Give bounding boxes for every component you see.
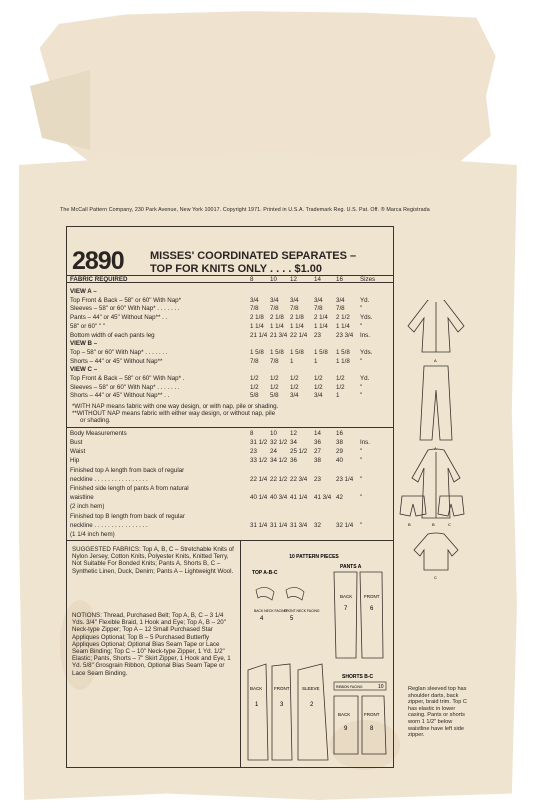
size-header: 16	[336, 276, 343, 283]
fabric-cell: 2 1/8	[250, 314, 264, 322]
fabric-cell: 3/4	[290, 296, 299, 304]
fabric-row-label: 58" or 60" " "	[70, 322, 105, 330]
body-cell: 40	[336, 457, 343, 465]
sleeve-piece	[298, 664, 328, 760]
body-cell: 25 1/2	[290, 448, 308, 456]
fabric-row-label: Top – 58" or 60" With Nap* . . . . . . .	[70, 348, 168, 356]
fabric-row-label: Top Front & Back – 58" or 60" With Nap* .	[70, 375, 185, 382]
fabric-cell: 2 1/4	[314, 314, 328, 322]
shorts-front-piece	[362, 696, 386, 754]
body-unit: "	[360, 457, 363, 465]
fabric-cell: 3/4	[314, 392, 323, 400]
fabric-cell: 1 5/8	[270, 348, 284, 356]
fabric-cell: 2 1/2	[336, 314, 350, 322]
body-cell: 42	[336, 494, 343, 502]
body-cell: 31 1/4	[270, 521, 288, 529]
body-cell: 41 1/4	[290, 494, 308, 502]
body-cell: 36	[290, 457, 297, 465]
body-row-label: Finished side length of pants A from natural	[70, 485, 189, 492]
fabric-cell: 1 1/4	[336, 322, 350, 330]
fabric-row-label: VIEW C –	[70, 366, 98, 374]
body-row-label: (1 1/4 inch hem)	[70, 531, 115, 538]
view-letter: B	[432, 522, 435, 527]
body-size-header: 8	[250, 430, 254, 437]
fabric-unit: Yds.	[360, 348, 373, 356]
piece-number: 10	[378, 684, 384, 690]
fabric-cell: 1/2	[314, 375, 323, 382]
top-front-piece	[272, 664, 292, 760]
shorts-back-piece	[334, 696, 358, 754]
nap-note: **WITHOUT NAP means fabric with either way design, or without nap, pile	[72, 410, 276, 418]
divider	[66, 427, 394, 428]
body-size-header: 16	[336, 430, 343, 437]
divider	[66, 540, 394, 541]
envelope-flap	[30, 8, 510, 168]
nap-notes	[72, 403, 390, 425]
fabric-cell: 1 1/4	[270, 322, 284, 330]
body-cell: 40 3/4	[270, 494, 288, 502]
body-cell: 24	[270, 448, 277, 456]
title-line-2: TOP FOR KNITS ONLY . . . . $1.00	[150, 263, 322, 275]
fabric-row-label: Top Front & Back – 58" or 60" With Nap*	[70, 296, 182, 304]
pants-sketch-a	[420, 366, 452, 440]
body-cell: 40 1/4	[250, 494, 268, 502]
fabric-row-label: Shorts – 44" or 45" Without Nap**	[70, 357, 163, 365]
view-letter: B	[408, 522, 411, 527]
body-cell: 29	[336, 448, 343, 456]
fabric-cell: 1 5/8	[250, 348, 264, 356]
body-cell: 22 1/4	[250, 475, 268, 483]
fabric-cell: 3/4	[336, 296, 345, 304]
fabric-cell: 1/2	[250, 383, 259, 391]
fabric-cell: 2 1/8	[290, 314, 304, 322]
fabric-cell: 23 3/4	[336, 331, 354, 339]
piece-name: BACK	[250, 686, 263, 691]
fabric-cell: 21 3/4	[270, 331, 288, 339]
fabric-cell: 5/8	[250, 392, 259, 400]
piece-name: BACK	[338, 712, 351, 717]
piece-name: FRONT NECK FACING	[284, 609, 320, 613]
shorts-sketch	[400, 496, 464, 516]
body-unit: "	[360, 521, 363, 529]
piece-name: FRONT	[364, 712, 380, 717]
fabric-cell: 7/8	[290, 305, 299, 313]
fabric-unit: "	[360, 357, 363, 365]
size-header: 12	[290, 276, 297, 283]
body-size-header: 12	[290, 430, 297, 437]
pants-front-piece	[360, 572, 383, 658]
printer-line: The McCall Pattern Company, 230 Park Avenue, New York 10017. Copyright 1971. Printed in U.S.A. Trademark Reg. U.S. Pat. Off. ® Marca Registrada	[60, 207, 430, 213]
fabric-cell: 1/2	[314, 383, 323, 391]
fabric-cell: 2 1/8	[270, 314, 284, 322]
fabric-row-label: Sleeves – 58" or 60" With Nap* . . . . . . .	[70, 383, 180, 391]
view-letter: C	[434, 575, 437, 580]
pieces-title: 10 PATTERN PIECES	[289, 554, 339, 560]
design-caption: Reglan sleeved top has shoulder darts, back zipper, braid trim. Top C has elastic in lower casing. Pants or shorts worn 1 1/2" below waistline have left side zipper.	[408, 686, 467, 739]
fabric-cell: 7/8	[270, 305, 279, 313]
body-unit: Ins.	[360, 439, 370, 446]
body-cell: 22 3/4	[290, 475, 308, 483]
body-row-label: Finished top B length from back of regular	[70, 512, 185, 520]
back-neck-facing-piece	[256, 587, 274, 600]
piece-number: 6	[370, 606, 374, 612]
body-size-header: 14	[314, 430, 321, 437]
front-neck-facing-piece	[286, 587, 304, 600]
fabric-cell: 23	[314, 331, 321, 339]
body-cell: 41 3/4	[314, 494, 332, 502]
pants-label: PANTS A	[340, 564, 362, 570]
fabric-cell: 1/2	[250, 375, 259, 382]
garment-sketches	[398, 300, 474, 580]
piece-number: 1	[255, 702, 259, 708]
fabric-cell: 1 5/8	[290, 348, 304, 356]
fabric-cell: 1	[290, 357, 294, 365]
body-cell: 31 1/4	[250, 521, 268, 529]
body-size-header: 10	[270, 430, 277, 437]
fabric-cell: 1 1/4	[290, 322, 304, 330]
pants-back-piece	[334, 572, 357, 658]
shorts-label: SHORTS B-C	[342, 674, 374, 680]
size-header: 10	[270, 276, 277, 283]
pattern-pieces-diagram	[244, 550, 392, 764]
sizes-label: Sizes	[360, 276, 376, 283]
fabric-cell: 5/8	[270, 392, 279, 400]
nap-note: or shading.	[80, 417, 111, 425]
fabric-unit: Ins.	[360, 331, 370, 339]
fabric-unit: "	[360, 392, 363, 400]
fabric-unit: Yds.	[360, 314, 373, 322]
piece-name: BACK NECK FACING	[254, 609, 288, 613]
piece-number: 8	[370, 726, 374, 732]
fabric-cell: 1/2	[290, 383, 299, 391]
top-label: TOP A-B-C	[252, 570, 278, 576]
fabric-cell: 1 1/4	[250, 322, 264, 330]
fabric-cell: 1/2	[336, 383, 345, 391]
suggested-fabrics: SUGGESTED FABRICS: Top A, B, C – Stretchable Knits of Nylon Jersey, Cotton Knits, Polyester Knits, Knitted Terry, Not Suitable For Bonded Knits; Pants A, Shorts B, C – Synthetic Linen, Duck, Denim; Pants A – Lightweight Wool.	[72, 546, 234, 575]
piece-number: 2	[310, 702, 314, 708]
fabric-cell: 7/8	[250, 305, 259, 313]
body-unit: "	[360, 475, 363, 483]
fabric-cell: 3/4	[250, 296, 259, 304]
piece-number: 3	[280, 702, 284, 708]
top-sketch-a	[408, 300, 464, 352]
body-cell: 33 1/2	[250, 457, 268, 465]
notions: NOTIONS: Thread, Purchased Belt; Top A, B, C – 3 1/4 Yds. 3/4" Flexible Braid, 1 Hook and Eye; Top A, B – 20" Neck-type Zipper; Top A – 12 Small Purchased Star Appliques Optional; Top B – 5 Purchased Butterfly Appliques Optional; Optional Bias Seam Tape or Lace Seam Binding; Top C – 10" Neck-type Zipper, 1 Yd. 1/2" Elastic; Pants, Shorts – 7" Skirt Zipper, 1 Hook and Eye, 1 Yd. 5/8" Grosgrain Ribbon, Optional Bias Seam Tape or Lace Seam Binding.	[72, 612, 231, 677]
view-letter: C	[448, 522, 451, 527]
fabric-cell: 7/8	[270, 357, 279, 365]
fabric-unit: "	[360, 305, 363, 313]
body-cell: 27	[314, 448, 321, 456]
fabric-cell: 1 1/8	[336, 357, 350, 365]
top-sketch-b	[412, 449, 460, 518]
fabric-cell: 1	[336, 392, 340, 400]
flap-torn-edge	[30, 70, 90, 150]
piece-number: 5	[290, 616, 294, 622]
fabric-cell: 3/4	[290, 392, 299, 400]
fabric-cell: 1/2	[270, 375, 279, 382]
piece-name: FRONT	[274, 686, 290, 691]
fabric-unit: Yd.	[360, 296, 370, 304]
fabric-cell: 1 5/8	[314, 348, 328, 356]
body-row-label: neckline . . . . . . . . . . . . . . . .	[70, 475, 148, 483]
nap-note: *WITH NAP means fabric with one way design, or with nap, pile or shading.	[72, 403, 279, 410]
top-back-piece	[248, 664, 268, 760]
view-letter: A	[434, 358, 437, 363]
body-cell: 23	[314, 475, 321, 483]
fabric-header-label: FABRIC REQUIRED	[70, 276, 128, 283]
body-cell: 31 3/4	[290, 521, 308, 529]
fabric-unit: Yd.	[360, 375, 370, 382]
body-cell: 32 1/4	[336, 521, 354, 529]
body-cell: 32 1/2	[270, 439, 288, 446]
title-line-1: MISSES' COORDINATED SEPARATES –	[150, 250, 357, 262]
body-row-label: Bust	[70, 439, 83, 446]
piece-number: 9	[344, 726, 348, 732]
fabric-row-label: VIEW A –	[70, 288, 97, 295]
fabric-cell: 1 1/4	[314, 322, 328, 330]
piece-number: 7	[344, 606, 348, 612]
body-row-label: Waist	[70, 448, 86, 456]
fabric-unit: "	[360, 322, 363, 330]
fabric-row-label: VIEW B –	[70, 340, 98, 348]
piece-name: SLEEVE	[302, 686, 320, 691]
piece-name: FRONT	[364, 594, 380, 599]
body-header-label: Body Measurements	[70, 430, 127, 437]
body-cell: 34	[290, 439, 297, 446]
fabric-cell: 7/8	[336, 305, 345, 313]
pattern-title	[150, 250, 356, 276]
top-sketch-c	[414, 533, 458, 570]
fabric-row-label: Pants – 44" or 45" Without Nap** . .	[70, 314, 168, 322]
fabric-row-label: Shorts – 44" or 45" Without Nap** . .	[70, 392, 170, 400]
body-cell: 36	[314, 439, 321, 446]
view-letter: A	[434, 446, 437, 451]
piece-number: 4	[260, 616, 264, 622]
fabric-unit: "	[360, 383, 363, 391]
fabric-cell: 3/4	[314, 296, 323, 304]
fabric-cell: 22 1/4	[290, 331, 308, 339]
body-cell: 32	[314, 521, 321, 529]
fabric-cell: 7/8	[250, 357, 259, 365]
body-cell: 23 1/4	[336, 475, 354, 483]
body-row-label: (2 inch hem)	[70, 503, 105, 511]
body-cell: 38	[314, 457, 321, 465]
body-row-label: Finished top A length from back of regular	[70, 466, 185, 474]
body-cell: 23	[250, 448, 257, 456]
piece-name: BACK	[340, 594, 353, 599]
pattern-number: 2890	[72, 247, 124, 275]
fabric-row-label: Bottom width of each pants leg	[70, 331, 155, 339]
body-unit: "	[360, 448, 363, 456]
divider	[240, 540, 241, 768]
fabric-row-label: Sleeves – 58" or 60" With Nap* . . . . . . .	[70, 305, 180, 313]
fabric-cell: 1 5/8	[336, 348, 350, 356]
body-cell: 38	[336, 439, 343, 446]
fabric-cell: 21 1/4	[250, 331, 268, 339]
piece-name: RIBBON FACING	[336, 685, 363, 689]
body-cell: 34 1/2	[270, 457, 288, 465]
fabric-cell: 1/2	[290, 375, 299, 382]
body-row-label: neckline . . . . . . . . . . . . . . . .	[70, 521, 148, 529]
body-unit: "	[360, 494, 363, 502]
body-row-label: waistline	[70, 494, 94, 502]
size-header: 8	[250, 276, 254, 283]
size-header: 14	[314, 276, 321, 283]
fabric-cell: 3/4	[270, 296, 279, 304]
body-cell: 22 1/2	[270, 475, 288, 483]
fabric-cell: 7/8	[314, 305, 323, 313]
fabric-cell: 1/2	[270, 383, 279, 391]
body-row-label: Hip	[70, 457, 80, 465]
fabric-cell: 1/2	[336, 375, 345, 382]
body-cell: 31 1/2	[250, 439, 268, 446]
fabric-cell: 1	[314, 357, 318, 365]
